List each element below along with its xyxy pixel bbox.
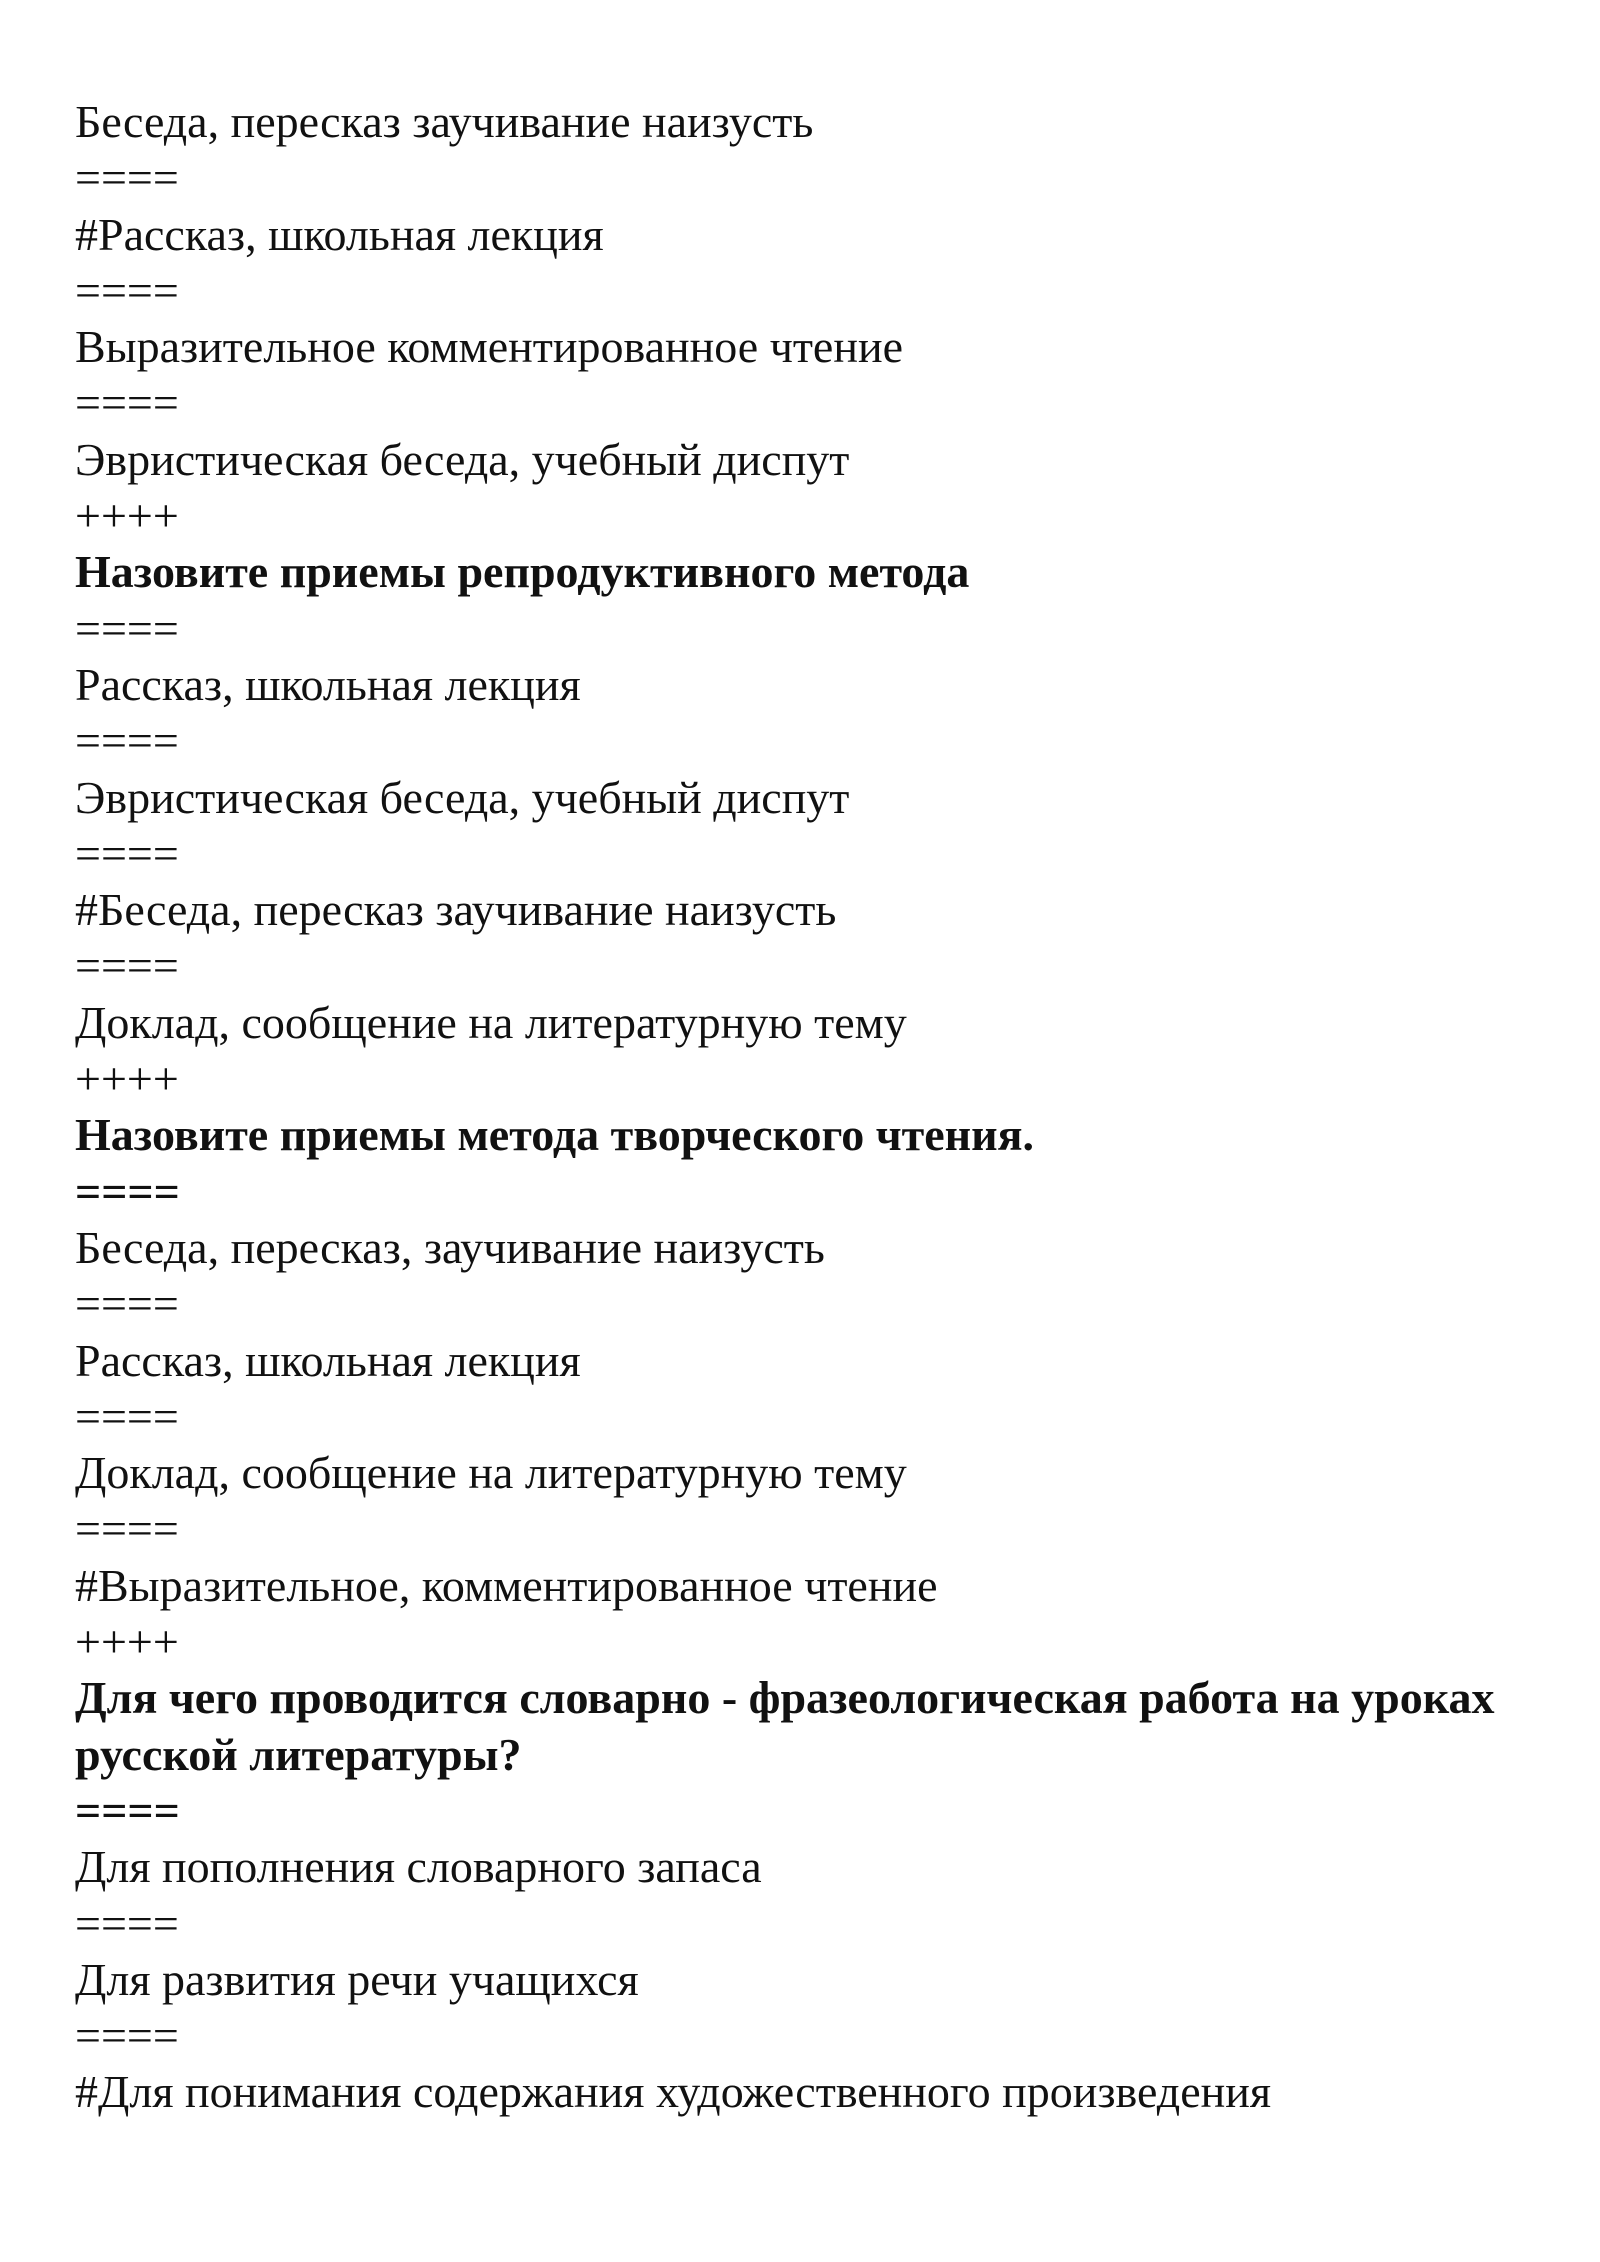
separator-line: ====	[75, 1784, 180, 1836]
question-heading: Назовите приемы репродуктивного метода	[75, 546, 970, 598]
separator-line: ====	[75, 827, 179, 879]
text-line: Доклад, сообщение на литературную тему	[75, 1447, 907, 1499]
question-heading: Для чего проводится словарно - фразеологическая работа на уроках русской литературы?	[75, 1672, 1495, 1780]
document-page	[75, 94, 1535, 2121]
separator-line: ====	[75, 1165, 180, 1217]
question-heading: Назовите приемы метода творческого чтения.	[75, 1109, 1035, 1161]
text-line: Эвристическая беседа, учебный диспут	[75, 771, 850, 823]
separator-line: ====	[75, 264, 179, 316]
question-separator: ++++	[75, 1053, 179, 1105]
text-line: Доклад, сообщение на литературную тему	[75, 996, 907, 1048]
text-line: Для развития речи учащихся	[75, 1953, 639, 2005]
separator-line: ====	[75, 152, 179, 204]
text-line: Беседа, пересказ, заучивание наизусть	[75, 1221, 825, 1273]
text-line: Эвристическая беседа, учебный диспут	[75, 433, 850, 485]
separator-line: ====	[75, 715, 179, 767]
text-line: Рассказ, школьная лекция	[75, 1334, 581, 1386]
text-line: Выразительное комментированное чтение	[75, 321, 903, 373]
text-line: #Беседа, пересказ заучивание наизусть	[75, 884, 837, 936]
question-separator: ++++	[75, 490, 179, 542]
separator-line: ====	[75, 602, 179, 654]
separator-line: ====	[75, 1278, 179, 1330]
question-separator: ++++	[75, 1616, 179, 1668]
text-line: #Для понимания содержания художественного произведения	[75, 2066, 1272, 2118]
text-line: Беседа, пересказ заучивание наизусть	[75, 96, 814, 147]
text-line: #Выразительное, комментированное чтение	[75, 1559, 938, 1611]
text-line: Рассказ, школьная лекция	[75, 658, 581, 710]
separator-line: ====	[75, 1390, 179, 1442]
separator-line: ====	[75, 1503, 179, 1555]
separator-line: ====	[75, 2010, 179, 2062]
separator-line: ====	[75, 940, 179, 992]
separator-line: ====	[75, 1897, 179, 1949]
text-line: Для пополнения словарного запаса	[75, 1841, 762, 1893]
text-line: #Рассказ, школьная лекция	[75, 208, 604, 260]
separator-line: ====	[75, 377, 179, 429]
